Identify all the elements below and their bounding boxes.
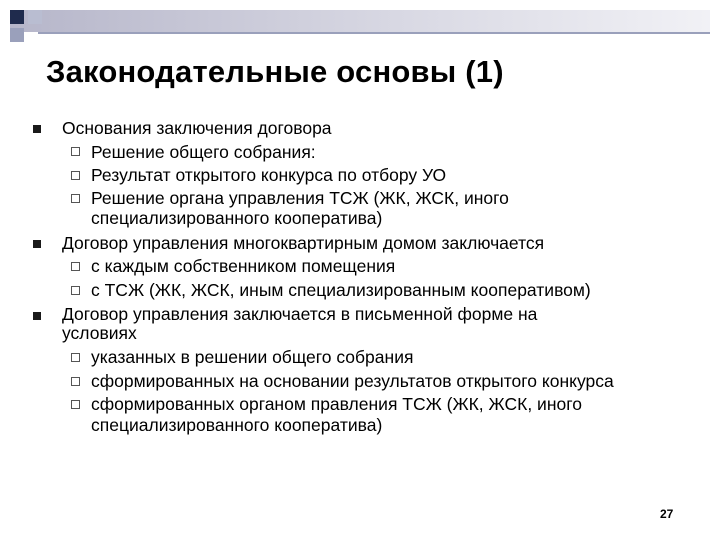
checkbox-bullet-icon [71, 377, 80, 386]
sub-list-item: Решение общего собрания: [91, 142, 316, 162]
square-bullet-icon [33, 240, 41, 248]
checkbox-bullet-icon [71, 262, 80, 271]
checkbox-bullet-icon [71, 194, 80, 203]
checkbox-bullet-icon [71, 400, 80, 409]
decor-square-light-2 [10, 28, 24, 42]
square-bullet-icon [33, 312, 41, 320]
square-bullet-icon [33, 125, 41, 133]
sub-list-item-cont: специализированного кооператива) [91, 208, 383, 228]
sub-list-item: сформированных органом правления ТСЖ (ЖК, ЖСК, иного [91, 394, 582, 414]
sub-list-item: с каждым собственником помещения [91, 256, 396, 276]
checkbox-bullet-icon [71, 147, 80, 156]
decor-square-light [28, 10, 42, 24]
sub-list-item: Результат открытого конкурса по отбору УО [91, 165, 447, 185]
list-item-cont: условиях [62, 323, 137, 343]
checkbox-bullet-icon [71, 353, 80, 362]
checkbox-bullet-icon [71, 286, 80, 295]
checkbox-bullet-icon [71, 171, 80, 180]
list-item: Договор управления заключается в письменной форме на [62, 304, 538, 324]
header-divider [38, 32, 710, 34]
sub-list-item-cont: специализированного кооператива) [91, 415, 383, 435]
slide-title: Законодательные основы (1) [46, 54, 504, 89]
page-number: 27 [660, 507, 674, 521]
header-gradient-bar [10, 10, 710, 32]
sub-list-item: указанных в решении общего собрания [91, 347, 414, 367]
decor-square-dark [10, 10, 24, 24]
list-item: Основания заключения договора [62, 118, 332, 138]
sub-list-item: с ТСЖ (ЖК, ЖСК, иным специализированным кооперативом) [91, 280, 591, 300]
sub-list-item: Решение органа управления ТСЖ (ЖК, ЖСК, иного [91, 188, 509, 208]
list-item: Договор управления многоквартирным домом заключается [62, 233, 545, 253]
sub-list-item: сформированных на основании результатов открытого конкурса [91, 371, 614, 391]
